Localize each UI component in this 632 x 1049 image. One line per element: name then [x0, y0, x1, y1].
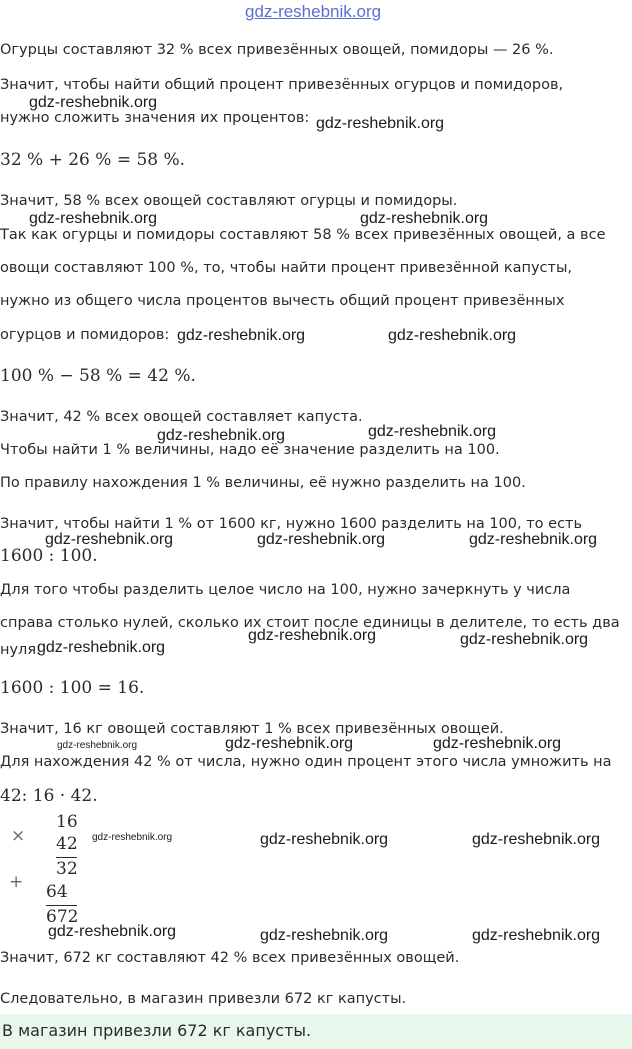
text-line: Чтобы найти 1 % величины, надо её значение разделить на 100.: [0, 442, 500, 458]
watermark: gdz-reshebnik.org: [368, 423, 497, 440]
text-line: Значит, 58 % всех овощей составляют огурцы и помидоры.: [0, 193, 458, 209]
math-line: 42: 16 · 42.: [0, 786, 98, 806]
text-line: Значит, 42 % всех овощей составляет капуста.: [0, 409, 363, 425]
math-line: 32 % + 26 % = 58 %.: [0, 150, 186, 170]
math-line: 1600 : 100.: [0, 546, 98, 566]
partial-product-2: 64: [46, 882, 68, 902]
text-line: огурцов и помидоров:: [0, 327, 170, 343]
text-line: справа столько нулей, сколько их стоит после единицы в делителе, то есть два: [0, 615, 620, 631]
text-line: Для того чтобы разделить целое число на 100, нужно зачеркнуть у числа: [0, 582, 571, 598]
product-result: 672: [46, 907, 79, 927]
answer-text: В магазин привезли 672 кг капусты.: [2, 1021, 312, 1040]
text-line: Следовательно, в магазин привезли 672 кг капусты.: [0, 991, 407, 1007]
text-line: Значит, чтобы найти общий процент привезённых огурцов и помидоров,: [0, 77, 564, 93]
watermark: gdz-reshebnik.org: [92, 832, 173, 843]
text-line: нужно сложить значения их процентов:: [0, 110, 310, 126]
watermark: gdz-reshebnik.org: [48, 923, 177, 940]
text-line: По правилу нахождения 1 % величины, её нужно разделить на 100.: [0, 475, 526, 491]
math-line: 1600 : 100 = 16.: [0, 678, 145, 698]
watermark: gdz-reshebnik.org: [460, 631, 589, 648]
multiplicand: 16: [56, 812, 78, 832]
watermark: gdz-reshebnik.org: [29, 210, 158, 227]
watermark: gdz-reshebnik.org: [177, 327, 306, 344]
answer-box: [0, 1014, 632, 1049]
watermark: gdz-reshebnik.org: [472, 927, 601, 944]
text-line: овощи составляют 100 %, то, чтобы найти процент привезённой капусты,: [0, 260, 573, 276]
watermark: gdz-reshebnik.org: [157, 427, 286, 444]
multiplier: 42: [56, 834, 78, 854]
watermark: gdz-reshebnik.org: [29, 94, 158, 111]
watermark: gdz-reshebnik.org: [225, 735, 354, 752]
rule-line: [56, 857, 77, 858]
text-line: нужно из общего числа процентов вычесть общий процент привезённых: [0, 293, 565, 309]
watermark: gdz-reshebnik.org: [248, 627, 377, 644]
watermark: gdz-reshebnik.org: [260, 927, 389, 944]
watermark: gdz-reshebnik.org: [57, 740, 138, 751]
watermark: gdz-reshebnik.org: [433, 735, 562, 752]
plus-sign: +: [9, 872, 24, 892]
watermark: gdz-reshebnik.org: [260, 831, 389, 848]
text-line: нуля:: [0, 642, 41, 658]
watermark: gdz-reshebnik.org: [45, 531, 174, 548]
watermark: gdz-reshebnik.org: [360, 210, 489, 227]
text-line: Значит, 672 кг составляют 42 % всех привезённых овощей.: [0, 950, 460, 966]
rule-line: [46, 905, 77, 906]
watermark-top: gdz-reshebnik.org: [245, 2, 382, 21]
text-line: Для нахождения 42 % от числа, нужно один процент этого числа умножить на: [0, 754, 612, 770]
watermark: gdz-reshebnik.org: [257, 531, 386, 548]
times-sign: ×: [11, 826, 26, 846]
watermark: gdz-reshebnik.org: [472, 831, 601, 848]
text-line: Значит, 16 кг овощей составляют 1 % всех привезённых овощей.: [0, 721, 504, 737]
watermark: gdz-reshebnik.org: [469, 531, 598, 548]
math-line: 100 % − 58 % = 42 %.: [0, 366, 196, 386]
watermark: gdz-reshebnik.org: [37, 639, 166, 656]
watermark: gdz-reshebnik.org: [388, 327, 517, 344]
text-line: Огурцы составляют 32 % всех привезённых овощей, помидоры — 26 %.: [0, 42, 554, 58]
text-line: Так как огурцы и помидоры составляют 58 % всех привезённых овощей, а все: [0, 227, 606, 243]
text-line: Значит, чтобы найти 1 % от 1600 кг, нужно 1600 разделить на 100, то есть: [0, 516, 583, 532]
partial-product-1: 32: [56, 859, 78, 879]
watermark: gdz-reshebnik.org: [316, 115, 445, 132]
